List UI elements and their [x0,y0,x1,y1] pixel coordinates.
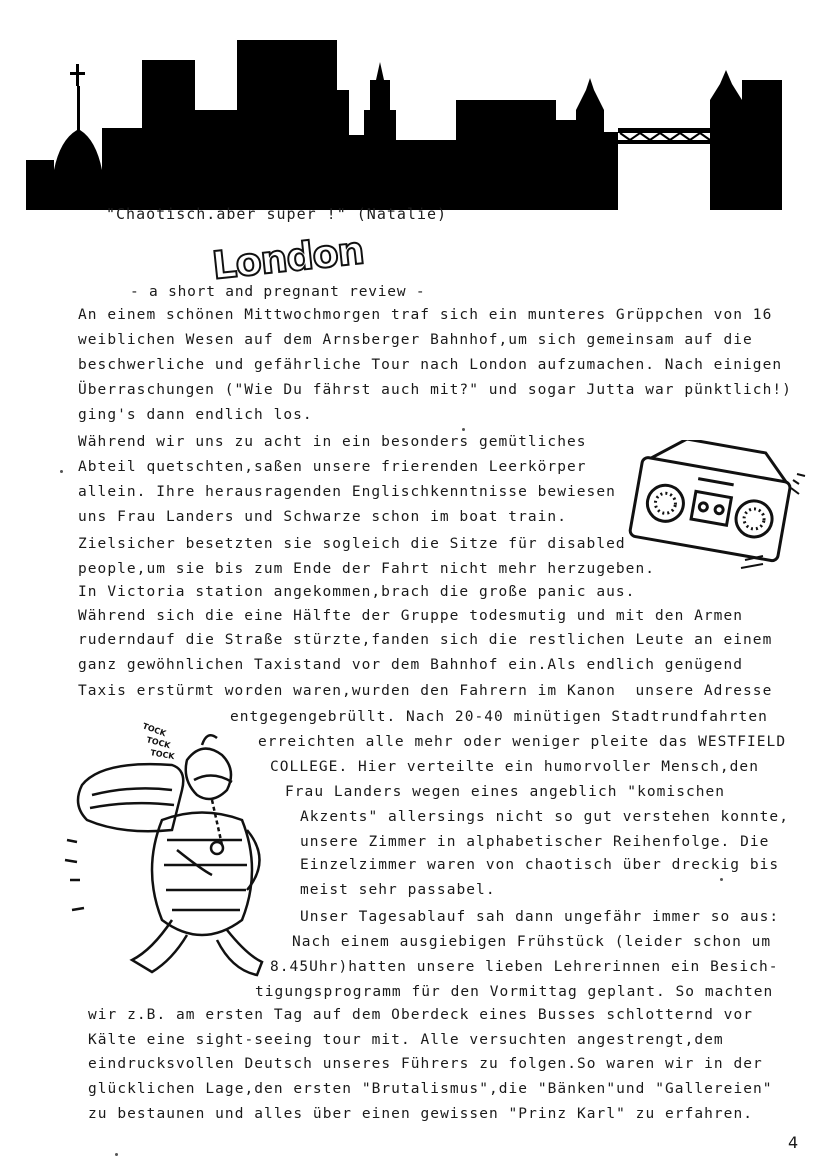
body-line: Unser Tagesablauf sah dann ungefähr immer so aus: [300,909,780,925]
body-line: COLLEGE. Hier verteilte ein humorvoller Mensch,den [270,759,759,775]
tock-text: TOCK [149,748,176,762]
body-line: Während wir uns zu acht in ein besonders gemütliches [78,434,587,450]
body-line: tigungsprogramm für den Vormittag geplant. So machten [255,984,774,1000]
body-line: meist sehr passabel. [300,882,496,898]
london-title-logo: London [210,228,366,288]
speckle-mark [115,1153,118,1156]
quote-line: "Chaotisch.aber super !" (Natalie) [106,205,448,223]
body-line: beschwerliche und gefährliche Tour nach London aufzumachen. Nach einigen [78,357,783,373]
body-line: Überraschungen ("Wie Du fährst auch mit?" und sogar Jutta war pünktlich!) [78,382,792,398]
body-line: Zielsicher besetzten sie sogleich die Sitze für disabled [78,536,626,552]
body-line: Nach einem ausgiebigen Frühstück (leider schon um [292,934,772,950]
body-line: Während sich die eine Hälfte der Gruppe todesmutig und mit den Armen [78,608,744,624]
body-line: In Victoria station angekommen,brach die große panic aus. [78,584,636,600]
obelix-cartoon-illustration [62,710,282,990]
body-line: ruderndauf die Straße stürzte,fanden sich die restlichen Leute an einem [78,632,773,648]
body-line: An einem schönen Mittwochmorgen traf sich ein munteres Grüppchen von 16 [78,307,773,323]
body-line: people,um sie bis zum Ende der Fahrt nicht mehr herzugeben. [78,561,656,577]
tower-bridge-shape [618,70,782,210]
speckle-mark [462,428,465,431]
subtitle: - a short and pregnant review - [130,284,426,300]
body-line: glücklichen Lage,den ersten "Brutalismus",die "Bänken"und "Gallereien" [88,1081,773,1097]
body-line: Kälte eine sight-seeing tour mit. Alle versuchten angestrengt,dem [88,1032,724,1048]
tock-text: TOCK [141,721,168,739]
body-line: allein. Ihre herausragenden Englischkenntnisse bewiesen [78,484,616,500]
body-line: uns Frau Landers und Schwarze schon im boat train. [78,509,567,525]
speckle-mark [60,470,63,473]
church-dome-shape [26,64,102,210]
body-line: wir z.B. am ersten Tag auf dem Oberdeck eines Busses schlotternd vor [88,1007,754,1023]
body-line: eindrucksvollen Deutsch unseres Führers zu folgen.So waren wir in der [88,1056,763,1072]
body-line: ganz gewöhnlichen Taxistand vor dem Bahnhof ein.Als endlich genügend [78,657,744,673]
body-line: entgegengebrüllt. Nach 20-40 minütigen Stadtrundfahrten [230,709,768,725]
body-line: Akzents" allersings nicht so gut verstehen konnte, [300,809,789,825]
body-line: Abteil quetschten,saßen unsere frierenden Leerkörper [78,459,587,475]
body-line: 8.45Uhr)hatten unsere lieben Lehrerinnen ein Besich- [270,959,779,975]
body-line: weiblichen Wesen auf dem Arnsberger Bahnhof,um sich gemeinsam auf die [78,332,753,348]
body-line: Einzelzimmer waren von chaotisch über dreckig bis [300,857,780,873]
speckle-mark [720,878,723,881]
body-line: unsere Zimmer in alphabetischer Reihenfolge. Die [300,834,770,850]
body-line: Frau Landers wegen eines angeblich "komischen [285,784,726,800]
city-skyline-illustration [20,40,800,210]
body-line: zu bestaunen und alles über einen gewissen "Prinz Karl" zu erfahren. [88,1106,754,1122]
tock-text: TOCK [145,735,172,751]
cassette-radio-illustration [615,440,815,580]
body-line: erreichten alle mehr oder weniger pleite das WESTFIELD [258,734,787,750]
body-line: Taxis erstürmt worden waren,wurden den Fahrern im Kanon unsere Adresse [78,683,773,699]
page-number: 4 [788,1133,799,1152]
city-buildings-shape [102,40,618,210]
body-line: ging's dann endlich los. [78,407,313,423]
